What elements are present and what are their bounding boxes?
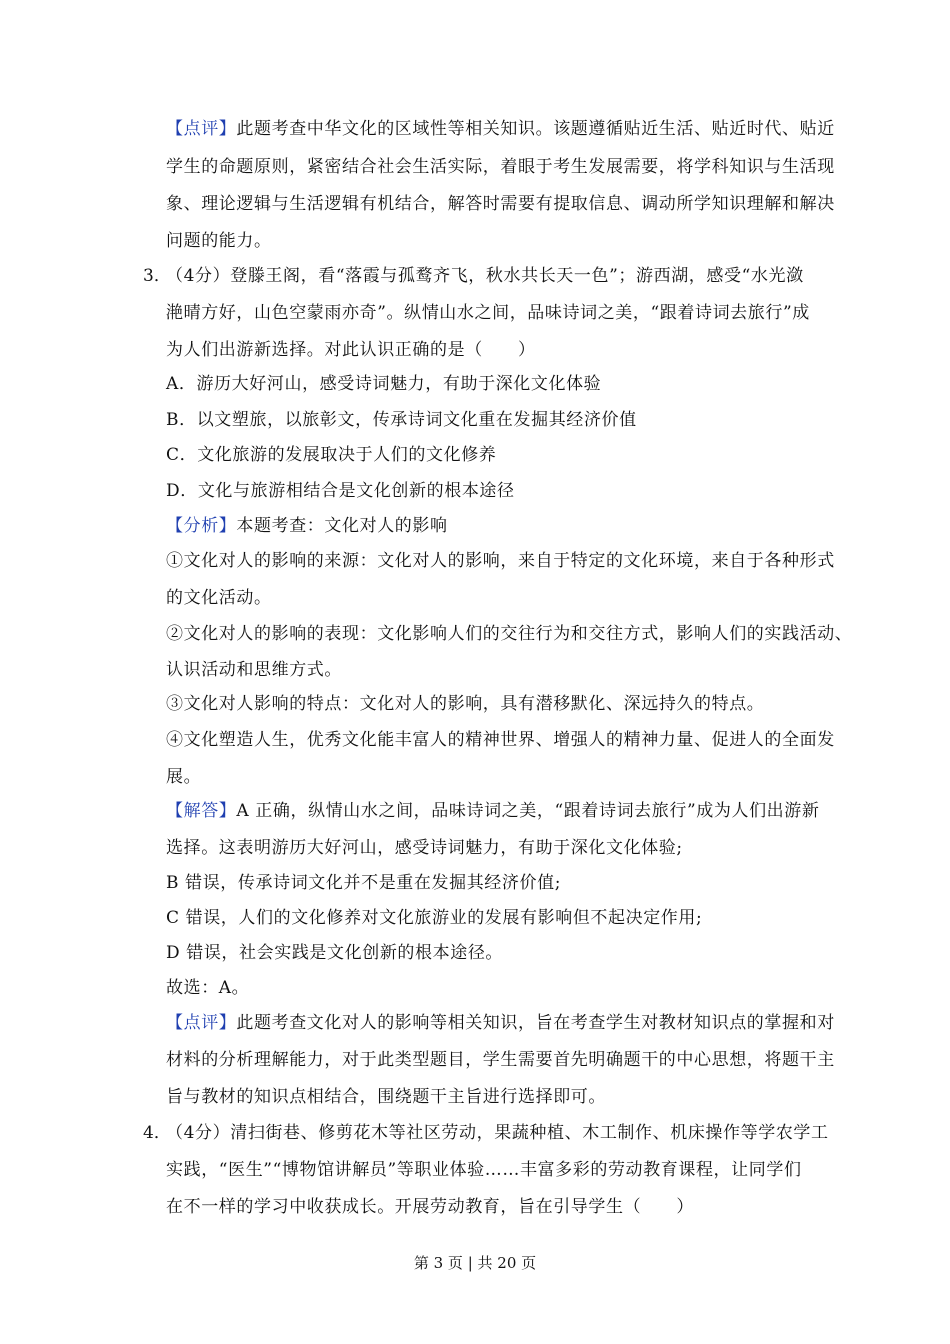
option-b: B．以文塑旅，以旅彰文，传承诗词文化重在发掘其经济价值 (166, 410, 637, 430)
page-footer: 第 3 页 | 共 20 页 (413, 1254, 537, 1272)
analysis-line: ②文化对人的影响的表现：文化影响人们的交往行为和交往方式，影响人们的实践活动、 (166, 624, 853, 644)
review-paragraph-line: 【点评】此题考查中华文化的区域性等相关知识。该题遵循贴近生活、贴近时代、贴近 (166, 119, 835, 139)
analysis-line: 展。 (166, 767, 202, 787)
analysis-line: ④文化塑造人生，优秀文化能丰富人的精神世界、增强人的精神力量、促进人的全面发 (166, 730, 835, 750)
review-line: 材料的分析理解能力，对于此类型题目，学生需要首先明确题干的中心思想，将题干主 (166, 1050, 835, 1070)
analysis-heading: 【分析】本题考查：文化对人的影响 (166, 516, 448, 536)
analysis-line: 认识活动和思维方式。 (166, 660, 342, 680)
review-line: 旨与教材的知识点相结合，围绕题干主旨进行选择即可。 (166, 1087, 606, 1107)
analysis-line: ③文化对人影响的特点：文化对人的影响，具有潜移默化、深远持久的特点。 (166, 694, 765, 714)
question-stem-line: 为人们出游新选择。对此认识正确的是（ ） (166, 340, 536, 360)
question-number: 3． (143, 266, 171, 286)
question-stem-line: 滟晴方好，山色空蒙雨亦奇”。纵情山水之间，品味诗词之美，“跟着诗词去旅行”成 (166, 303, 810, 323)
review-paragraph-line: 问题的能力。 (166, 231, 272, 251)
option-a: A．游历大好河山，感受诗词魅力，有助于深化文化体验 (166, 374, 602, 394)
review-heading: 【点评】此题考查文化对人的影响等相关知识，旨在考查学生对教材知识点的掌握和对 (166, 1013, 835, 1033)
answer-choice: 故选：A。 (166, 978, 250, 998)
option-c: C．文化旅游的发展取决于人们的文化修养 (166, 445, 497, 465)
answer-line: D 错误，社会实践是文化创新的根本途径。 (166, 943, 504, 963)
question-stem-line: （4分）登滕王阁，看“落霞与孤鹜齐飞，秋水共长天一色”；游西湖，感受“水光潋 (166, 266, 804, 286)
question-number: 4． (143, 1123, 171, 1143)
option-d: D．文化与旅游相结合是文化创新的根本途径 (166, 481, 515, 501)
question-stem-line: 实践，“医生”“博物馆讲解员”等职业体验……丰富多彩的劳动教育课程，让同学们 (166, 1160, 802, 1180)
analysis-line: ①文化对人的影响的来源：文化对人的影响，来自于特定的文化环境，来自于各种形式 (166, 551, 835, 571)
answer-line: C 错误，人们的文化修养对文化旅游业的发展有影响但不起决定作用; (166, 908, 703, 928)
answer-line: 选择。这表明游历大好河山，感受诗词魅力，有助于深化文化体验; (166, 838, 683, 858)
review-tag: 【点评】 (166, 1013, 237, 1033)
review-paragraph-line: 学生的命题原则，紧密结合社会生活实际，着眼于考生发展需要，将学科知识与生活现 (166, 157, 835, 177)
review-tag: 【点评】 (166, 119, 237, 139)
question-stem-line: 在不一样的学习中收获成长。开展劳动教育，旨在引导学生（ ） (166, 1197, 694, 1217)
answer-heading: 【解答】A 正确，纵情山水之间，品味诗词之美，“跟着诗词去旅行”成为人们出游新 (166, 801, 820, 821)
review-paragraph-line: 象、理论逻辑与生活逻辑有机结合，解答时需要有提取信息、调动所学知识理解和解决 (166, 194, 835, 214)
answer-tag: 【解答】 (166, 801, 237, 821)
answer-line: B 错误，传承诗词文化并不是重在发掘其经济价值; (166, 873, 562, 893)
question-stem-line: （4分）清扫街巷、修剪花木等社区劳动，果蔬种植、木工制作、机床操作等学农学工 (166, 1123, 829, 1143)
analysis-line: 的文化活动。 (166, 588, 272, 608)
analysis-tag: 【分析】 (166, 516, 237, 536)
